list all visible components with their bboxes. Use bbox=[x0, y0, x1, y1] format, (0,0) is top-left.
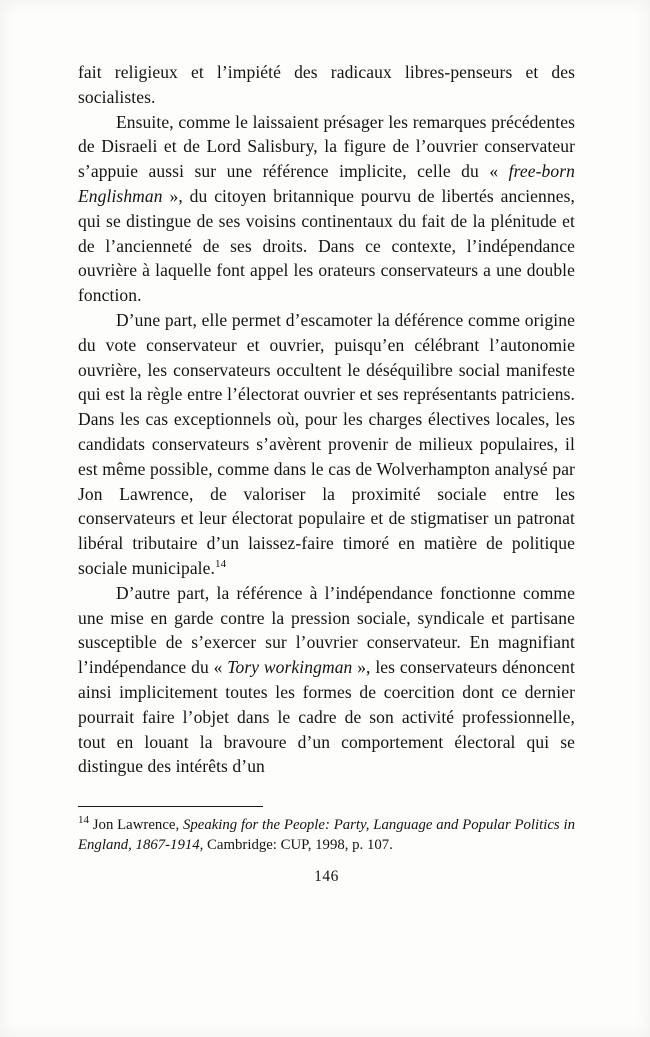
text-block bbox=[78, 60, 575, 886]
paragraph-text-italic: free-born Englishman bbox=[78, 161, 575, 206]
paragraph-text: D’une part, elle permet d’escamoter la déférence comme origine du vote conservateur et ouvrier, puisqu’en célébrant l’autonomie ouvrière, les conservateurs occultent le déséquilibre social manifeste qui est la règle entre l’électorat ouvrier et ses représentants patriciens. Dans les cas exceptionnels où, pour les charges électives locales, les candidats conservateurs s’avèrent provenir de milieux populaires, il est même possible, comme dans le cas de Wolverhampton analysé par Jon Lawrence, de valoriser la proximité sociale entre les conservateurs et leur électorat populaire et de stigmatiser un patronat libéral tributaire d’un laissez-faire timoré en matière de politique sociale municipale. bbox=[78, 309, 575, 578]
paragraph bbox=[78, 60, 575, 110]
footnote-text-italic: Speaking for the People: Party, Language and Popular Politics in England, 1867-1914, bbox=[78, 817, 575, 853]
footnote-text: Jon Lawrence, bbox=[89, 817, 183, 834]
footnote-separator bbox=[78, 806, 263, 807]
footnote-reference: 14 bbox=[215, 558, 227, 571]
page-number: 146 bbox=[314, 868, 339, 886]
paragraph bbox=[78, 110, 575, 308]
paragraph bbox=[78, 308, 575, 581]
paragraph-text: », du citoyen britannique pourvu de libertés anciennes, qui se distingue de ses voisins continentaux du fait de la plénitude et de l’ancienneté de ses droits. Dans ce contexte, l’indépendance ouvrière à laquelle font appel les orateurs conservateurs a une double fonction. bbox=[78, 185, 575, 306]
paragraph-text: D’autre part, la référence à l’indépendance fonctionne comme une mise en garde contre la pression sociale, syndicale et partisane susceptible de s’exercer sur l’ouvrier conservateur. En magnifiant l’indépendance du « bbox=[78, 582, 575, 678]
paragraph-text: fait religieux et l’impiété des radicaux libres-penseurs et des socialistes. bbox=[78, 62, 575, 107]
paragraph-text: », les conservateurs dénoncent ainsi implicitement toutes les formes de coercition dont ce dernier pourrait faire l’objet dans le cadre de son activité professionnelle, tout en louant la bravoure d’un comportement électoral qui se distingue des intérêts d’un bbox=[78, 657, 575, 777]
footnote-text: Cambridge: CUP, 1998, p. 107. bbox=[203, 836, 393, 853]
paragraph-text-italic: Tory workingman bbox=[227, 657, 353, 678]
footnote bbox=[78, 816, 575, 855]
paragraph bbox=[78, 581, 575, 779]
paragraph-text: Ensuite, comme le laissaient présager les remarques précédentes de Disraeli et de Lord Salisbury, la figure de l’ouvrier conservateur s’appuie aussi sur une référence implicite, celle du « bbox=[78, 111, 575, 182]
footnote-marker: 14 bbox=[78, 814, 89, 827]
